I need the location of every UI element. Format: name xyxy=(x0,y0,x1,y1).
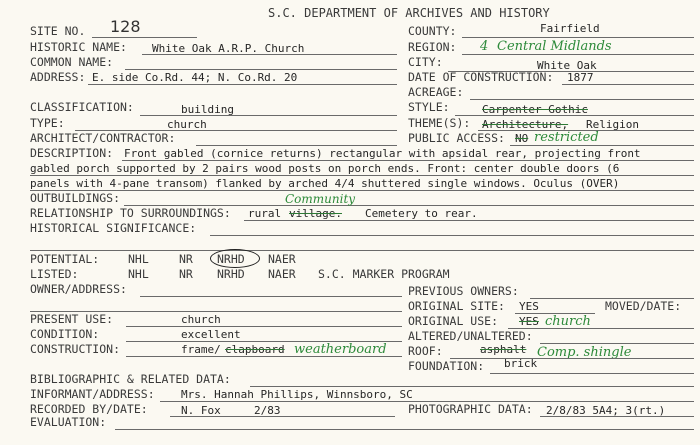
acreage-label: ACREAGE: xyxy=(408,85,464,99)
historic-name-label: HISTORIC NAME: xyxy=(30,40,127,54)
construction-line xyxy=(126,356,402,357)
bibliographic-line xyxy=(250,386,694,387)
condition-label: CONDITION: xyxy=(30,327,100,341)
listed-label: LISTED: xyxy=(30,267,79,281)
recorded-by-label: RECORDED BY/DATE: xyxy=(30,402,148,416)
site-no-line xyxy=(92,37,197,38)
recorded-date-value: 2/83 xyxy=(254,404,281,417)
altered-label: ALTERED/UNALTERED: xyxy=(408,329,533,343)
informant-label: INFORMANT/ADDRESS: xyxy=(30,387,155,401)
original-site-value: YES xyxy=(519,300,539,313)
date-construction-value: 1877 xyxy=(567,71,594,84)
public-access-line xyxy=(510,145,694,146)
potential-nr: NR xyxy=(179,252,193,266)
site-no-value: 128 xyxy=(110,17,141,36)
bibliographic-label: BIBLIOGRAPHIC & RELATED DATA: xyxy=(30,372,231,386)
date-construction-line xyxy=(562,84,694,85)
relationship-struck: village. xyxy=(289,207,342,220)
original-use-value: church xyxy=(545,314,591,329)
common-name-label: COMMON NAME: xyxy=(30,55,114,69)
original-use-label: ORIGINAL USE: xyxy=(408,314,499,328)
construction-value: weatherboard xyxy=(294,342,387,357)
description-underline-1 xyxy=(122,160,694,161)
date-construction-label: DATE OF CONSTRUCTION: xyxy=(408,70,554,84)
relationship-suffix: Cemetery to rear. xyxy=(365,207,478,220)
site-no-label: SITE NO. xyxy=(30,24,86,38)
address-line xyxy=(88,84,397,85)
public-access-value: restricted xyxy=(534,130,599,145)
photographic-line xyxy=(540,416,694,417)
present-use-value: church xyxy=(181,313,221,326)
type-label: TYPE: xyxy=(30,116,65,130)
description-line-1: Front gabled (cornice returns) rectangular with apsidal rear, projecting front xyxy=(124,147,641,160)
description-label: DESCRIPTION: xyxy=(30,146,114,160)
roof-line xyxy=(450,358,694,359)
nrhd-circle xyxy=(210,249,260,268)
photographic-label: PHOTOGRAPHIC DATA: xyxy=(408,402,533,416)
city-label: CITY: xyxy=(408,55,443,69)
public-access-label: PUBLIC ACCESS: xyxy=(408,131,505,145)
historical-significance-line-2 xyxy=(30,250,694,251)
relationship-label: RELATIONSHIP TO SURROUNDINGS: xyxy=(30,206,231,220)
themes-struck-value: Architecture, xyxy=(482,118,569,131)
potential-label: POTENTIAL: xyxy=(30,252,100,266)
informant-value: Mrs. Hannah Phillips, Winnsboro, SC xyxy=(181,388,413,401)
card-header: S.C. DEPARTMENT OF ARCHIVES AND HISTORY xyxy=(268,6,550,20)
relationship-inserted: Community xyxy=(285,192,356,206)
present-use-label: PRESENT USE: xyxy=(30,312,114,326)
city-value: White Oak xyxy=(537,59,597,72)
classification-line xyxy=(140,115,397,116)
sc-marker-label: S.C. MARKER PROGRAM xyxy=(318,267,450,281)
evaluation-label: EVALUATION: xyxy=(30,415,107,429)
historical-significance-line xyxy=(210,235,694,236)
relationship-line xyxy=(244,220,694,221)
region-line xyxy=(462,54,694,55)
foundation-value: brick xyxy=(504,357,538,370)
description-line-2: gabled porch supported by 2 pairs wood posts on porch ends. Front: center double doors (6 xyxy=(30,162,620,175)
present-use-line xyxy=(126,326,402,327)
construction-struck: clapboard xyxy=(225,343,285,356)
original-site-label: ORIGINAL SITE: xyxy=(408,299,505,313)
owner-address-label: OWNER/ADDRESS: xyxy=(30,282,127,296)
condition-value: excellent xyxy=(181,328,241,341)
themes-value: Religion xyxy=(586,118,639,131)
historic-name-line xyxy=(142,54,397,55)
public-access-struck-value: NO xyxy=(515,132,529,145)
listed-nrhd: NRHD xyxy=(217,267,245,281)
historical-significance-label: HISTORICAL SIGNIFICANCE: xyxy=(30,221,197,235)
classification-label: CLASSIFICATION: xyxy=(30,100,134,114)
construction-prefix: frame/ xyxy=(181,343,221,356)
historic-name-value: White Oak A.R.P. Church xyxy=(152,42,305,55)
foundation-line xyxy=(490,373,694,374)
acreage-line xyxy=(470,99,694,100)
county-line xyxy=(462,37,694,38)
classification-value: building xyxy=(181,103,234,116)
architect-line xyxy=(196,145,397,146)
region-value: Central Midlands xyxy=(497,39,612,54)
address-label: ADDRESS: xyxy=(30,70,86,84)
potential-naer: NAER xyxy=(268,252,296,266)
potential-nrhd: NRHD xyxy=(217,252,245,266)
foundation-label: FOUNDATION: xyxy=(408,359,485,373)
listed-nr: NR xyxy=(179,267,193,281)
owner-address-line xyxy=(140,296,402,297)
moved-date-label: MOVED/DATE: xyxy=(605,299,682,313)
listed-nhl: NHL xyxy=(128,267,149,281)
original-use-line xyxy=(508,328,694,329)
style-value: Carpenter Gothic xyxy=(482,103,588,116)
region-label: REGION: xyxy=(408,40,457,54)
roof-value: Comp. shingle xyxy=(537,345,632,360)
address-value: E. side Co.Rd. 44; N. Co.Rd. 20 xyxy=(92,71,298,84)
county-value: Fairfield xyxy=(540,22,600,35)
county-label: COUNTY: xyxy=(408,24,457,38)
relationship-prefix: rural xyxy=(248,207,282,220)
construction-label: CONSTRUCTION: xyxy=(30,342,121,356)
outbuildings-label: OUTBUILDINGS: xyxy=(30,191,121,205)
style-label: STYLE: xyxy=(408,100,450,114)
themes-label: THEME(S): xyxy=(408,116,471,130)
type-value: church xyxy=(167,118,207,131)
roof-label: ROOF: xyxy=(408,344,443,358)
description-line-3: panels with 4-pane transom) flanked by arched 4/4 shuttered single windows. Oculus (OVER) xyxy=(30,177,620,190)
recorded-by-value: N. Fox xyxy=(181,404,221,417)
description-underline-3 xyxy=(30,190,694,191)
style-line xyxy=(455,115,694,116)
previous-owners-label: PREVIOUS OWNERS: xyxy=(408,284,519,298)
potential-nhl: NHL xyxy=(128,252,149,266)
photographic-value: 2/8/83 5A4; 3(rt.) xyxy=(546,404,666,417)
roof-struck-value: asphalt xyxy=(480,343,527,356)
evaluation-line xyxy=(115,429,694,430)
common-name-line xyxy=(125,69,397,70)
architect-label: ARCHITECT/CONTRACTOR: xyxy=(30,131,176,145)
region-number: 4 xyxy=(480,39,489,54)
listed-naer: NAER xyxy=(268,267,296,281)
recorded-by-line xyxy=(170,416,395,417)
altered-line xyxy=(540,343,694,344)
description-underline-2 xyxy=(30,175,694,176)
original-use-struck-value: YES xyxy=(519,315,539,328)
